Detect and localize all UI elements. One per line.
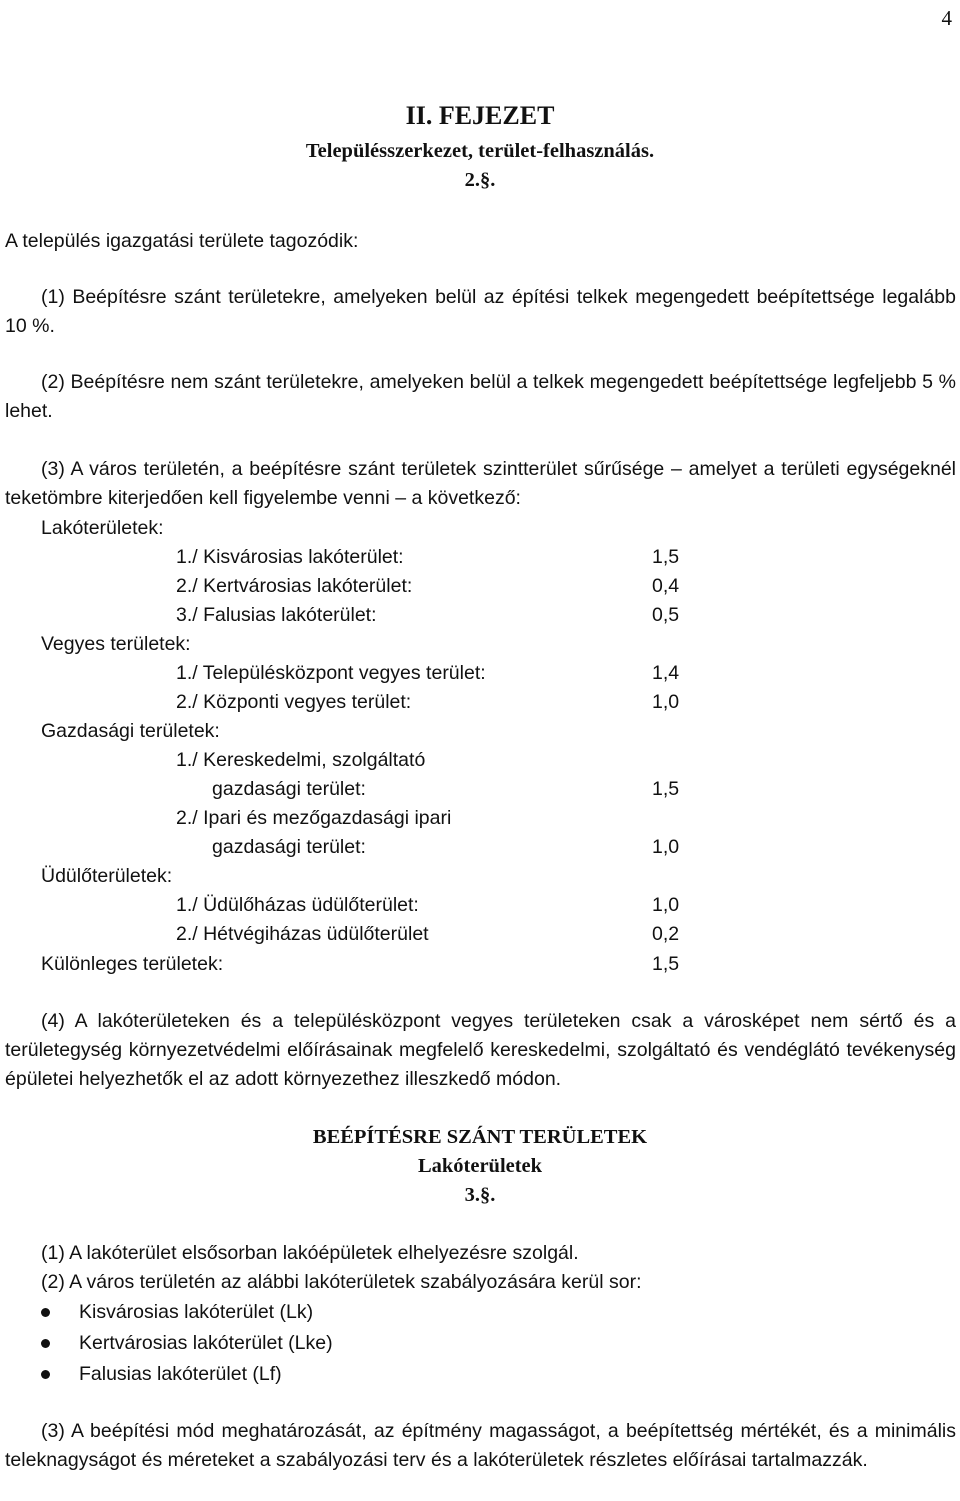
bullet-icon — [41, 1308, 50, 1317]
intro-text: A település igazgatási területe tagozódik: — [5, 230, 359, 252]
section-subtitle: Lakóterületek — [417, 1155, 543, 1177]
density-value: 1,0 — [652, 894, 680, 916]
paragraph-4: (4) A lakóterületeken és a településközpont vegyes területeken csak a városképet nem sértő és a területegység környezetvédelmi előírásainak megfelelő kereskedelmi, szolgáltató és vendéglátó tevékenység épületei helyezhetők el az adott környezethez illeszkedő módon. — [5, 1010, 956, 1090]
density-row — [176, 601, 876, 630]
density-lako-header: Lakóterületek: — [41, 517, 164, 539]
paragraph-3: (3) A város területén, a beépítésre szánt területek szintterület sűrűsége – amelyet a területi egységeknél teketömbre kiterjedően kell figyelembe venni – a következő: — [5, 458, 956, 509]
bullet-icon — [41, 1370, 50, 1379]
s3-paragraph-3: (3) A beépítési mód meghatározását, az építmény magasságot, a beépítettség mértékét, és a minimális teleknagyságot és méreteket a szabályozási terv és a lakóterületek részletes előírásai tartalmazzák. — [5, 1420, 956, 1471]
density-row — [176, 659, 876, 688]
density-value: 0,5 — [652, 604, 680, 626]
density-label: 1./ Kisvárosias lakóterület: — [176, 546, 404, 568]
density-label: 1./ Településközpont vegyes terület: — [176, 662, 486, 684]
bullet-text: Kisvárosias lakóterület (Lk) — [79, 1301, 314, 1323]
density-label: Különleges területek: — [41, 953, 224, 975]
paragraph-2: (2) Beépítésre nem szánt területekre, amelyeken belül a telkek megengedett beépítettsége legfeljebb 5 % lehet. — [5, 371, 956, 422]
density-value: 1,5 — [652, 778, 680, 800]
density-value: 1,5 — [652, 546, 680, 568]
density-label: 1./ Kereskedelmi, szolgáltató — [176, 749, 426, 771]
density-row — [212, 775, 912, 804]
s3-paragraph-2: (2) A város területén az alábbi lakóterületek szabályozására kerül sor: — [41, 1271, 642, 1293]
density-value: 1,4 — [652, 662, 680, 684]
density-label: 1./ Üdülőházas üdülőterület: — [176, 894, 419, 916]
bullet-text: Kertvárosias lakóterület (Lke) — [79, 1332, 333, 1354]
density-value: 0,2 — [652, 923, 680, 945]
density-label: 2./ Kertvárosias lakóterület: — [176, 575, 413, 597]
chapter-title: II. FEJEZET — [405, 101, 555, 130]
density-row — [212, 833, 912, 862]
density-label: 2./ Ipari és mezőgazdasági ipari — [176, 807, 452, 829]
density-label: 2./ Hétvégiházas üdülőterület — [176, 923, 429, 945]
density-gazd-header: Gazdasági területek: — [41, 720, 220, 742]
density-value: 1,0 — [652, 836, 680, 858]
density-label: 2./ Központi vegyes terület: — [176, 691, 412, 713]
density-row — [176, 920, 876, 949]
paragraph-1: (1) Beépítésre szánt területekre, amelyeken belül az építési telkek megengedett beépítettsége legalább 10 %. — [5, 286, 956, 337]
density-value: 1,5 — [652, 953, 680, 975]
page-number: 4 — [941, 6, 952, 30]
density-label: gazdasági terület: — [212, 778, 366, 800]
s3-paragraph-1: (1) A lakóterület elsősorban lakóépületek elhelyezésre szolgál. — [41, 1242, 579, 1264]
bullet-icon — [41, 1339, 50, 1348]
density-row — [176, 891, 876, 920]
density-value: 0,4 — [652, 575, 680, 597]
chapter-subtitle: Településszerkezet, terület-felhasználás. — [305, 140, 655, 162]
density-row — [176, 543, 876, 572]
chapter-section-number: 2.§. — [464, 169, 496, 191]
density-row — [176, 688, 876, 717]
density-row — [176, 572, 876, 601]
bullet-text: Falusias lakóterület (Lf) — [79, 1363, 282, 1385]
density-label: 3./ Falusias lakóterület: — [176, 604, 377, 626]
density-label: gazdasági terület: — [212, 836, 366, 858]
section-number: 3.§. — [464, 1184, 496, 1206]
density-value: 1,0 — [652, 691, 680, 713]
density-vegyes-header: Vegyes területek: — [41, 633, 191, 655]
section-title: BEÉPÍTÉSRE SZÁNT TERÜLETEK — [312, 1126, 648, 1148]
density-row — [41, 950, 841, 979]
density-udulo-header: Üdülőterületek: — [41, 865, 173, 887]
